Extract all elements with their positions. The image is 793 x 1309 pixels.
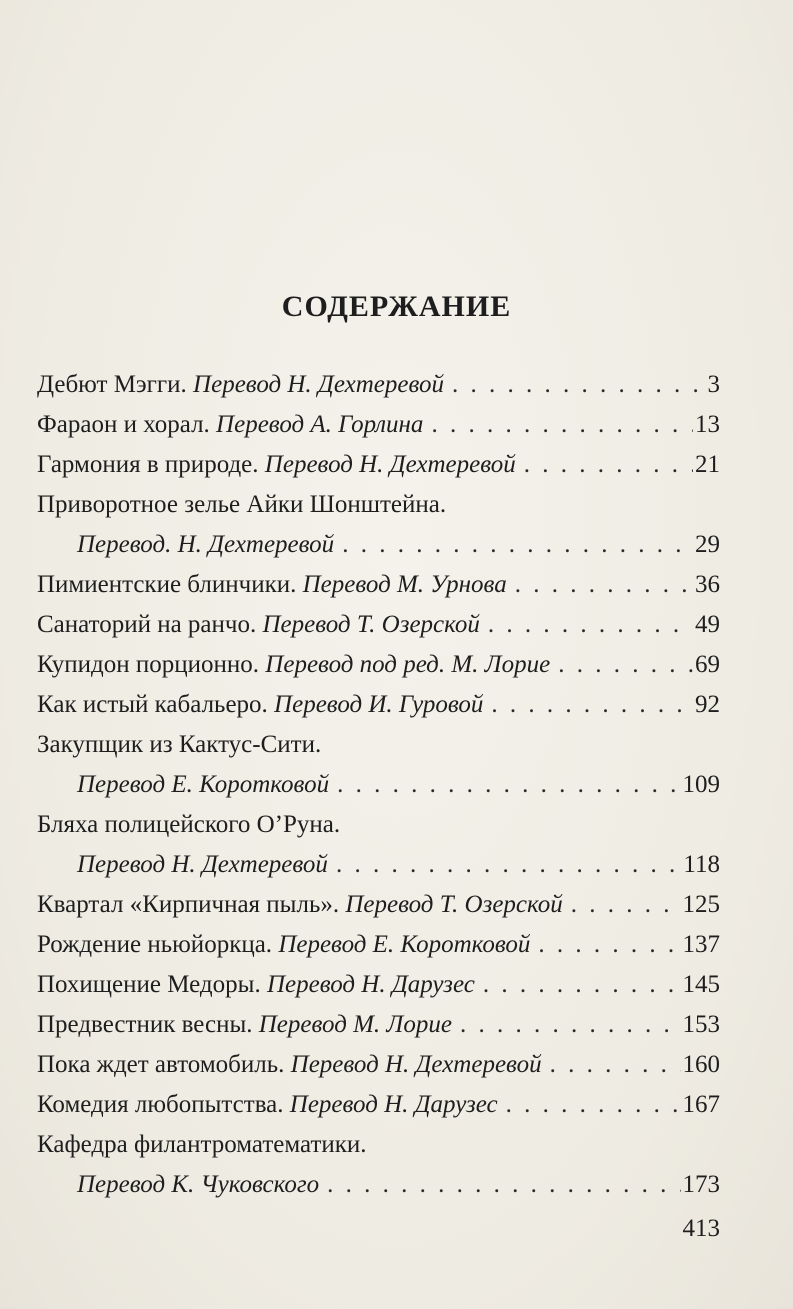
story-title: Гармония в природе.: [37, 451, 259, 478]
page-number: 153: [682, 1011, 720, 1038]
translator-credit: Перевод. Н. Дехтеревой: [77, 531, 335, 558]
toc-entry: [37, 405, 720, 445]
story-title: Приворотное зелье Айки Шонштейна.: [37, 491, 447, 518]
dot-leader: [506, 1085, 681, 1125]
translator-credit: Перевод Т. Озерской: [262, 611, 480, 638]
toc-entry: [37, 1085, 720, 1125]
story-title: Дебют Мэгги.: [37, 371, 187, 398]
translator-credit: Перевод Н. Дарузес: [289, 1091, 498, 1118]
toc-entry: [37, 645, 720, 685]
page-number: 69: [695, 651, 720, 678]
dot-leader: [336, 845, 681, 885]
toc-entry: [37, 605, 720, 645]
translator-credit: Перевод К. Чуковского: [77, 1171, 320, 1198]
page-number: 137: [682, 931, 720, 958]
story-title: Квартал «Кирпичная пыль».: [37, 891, 340, 918]
page-number: 160: [682, 1051, 720, 1078]
translator-credit: Перевод Е. Коротковой: [77, 771, 330, 798]
translator-credit: Перевод А. Горлина: [216, 411, 424, 438]
story-title: Бляха полицейского О’Руна.: [37, 811, 341, 838]
toc-entry: [37, 485, 720, 565]
dot-leader: [571, 885, 681, 925]
translator-credit: Перевод Н. Дехтеревой: [77, 851, 328, 878]
dot-leader: [524, 445, 693, 485]
dot-leader: [515, 565, 693, 605]
toc-entry: [37, 1125, 720, 1205]
toc-entry: [37, 885, 720, 925]
toc-entry: [37, 1045, 720, 1085]
page-number: 3: [707, 371, 720, 398]
page-number: 145: [682, 971, 720, 998]
translator-credit: Перевод Н. Дарузес: [266, 971, 475, 998]
story-title: Санаторий на ранчо.: [37, 611, 257, 638]
translator-credit: Перевод Н. Дехтеревой: [264, 451, 516, 478]
story-title: Закупщик из Кактус-Сити.: [37, 731, 322, 758]
translator-credit: Перевод Н. Дехтеревой: [290, 1051, 542, 1078]
toc-entry: [37, 565, 720, 605]
translator-credit: Перевод М. Лорие: [258, 1011, 452, 1038]
translator-credit: Перевод И. Гуровой: [274, 691, 484, 718]
dot-leader: [327, 1165, 680, 1205]
page-number: 49: [695, 611, 720, 638]
page-number: 29: [695, 531, 720, 558]
story-title: Предвестник весны.: [37, 1011, 253, 1038]
dot-leader: [558, 645, 693, 685]
page-number: 36: [695, 571, 720, 598]
story-title: Рождение ньюйоркца.: [37, 931, 273, 958]
story-title: Комедия любопытства.: [37, 1091, 284, 1118]
folio-page-number: 413: [682, 1215, 720, 1242]
story-title: Купидон порционно.: [37, 651, 260, 678]
toc-entry: [37, 445, 720, 485]
page-number: 109: [682, 771, 720, 798]
toc-entry: [37, 1005, 720, 1045]
page-number: 167: [682, 1091, 720, 1118]
translator-credit: Перевод Е. Коротковой: [278, 931, 531, 958]
toc-entry: [37, 925, 720, 965]
dot-leader: [491, 685, 693, 725]
page-number: 92: [695, 691, 720, 718]
translator-credit: Перевод Т. Озерской: [345, 891, 563, 918]
dot-leader: [452, 365, 706, 405]
story-title: Похищение Медоры.: [37, 971, 261, 998]
translator-credit: Перевод под ред. М. Лорие: [265, 651, 551, 678]
contents-heading: СОДЕРЖАНИЕ: [281, 290, 512, 323]
toc-entry: [37, 685, 720, 725]
dot-leader: [337, 765, 680, 805]
page-number: 13: [695, 411, 720, 438]
translator-credit: Перевод М. Урнова: [302, 571, 507, 598]
dot-leader: [460, 1005, 681, 1045]
dot-leader: [538, 925, 680, 965]
story-title: Пимиентские блинчики.: [37, 571, 297, 598]
page-number: 173: [682, 1171, 720, 1198]
toc-entry: [37, 725, 720, 805]
page-number: 118: [683, 851, 720, 878]
story-title: Пока ждет автомобиль.: [37, 1051, 285, 1078]
story-title: Кафедра филантроматематики.: [37, 1131, 367, 1158]
page-number: 21: [695, 451, 720, 478]
table-of-contents: [37, 365, 720, 1205]
toc-entry: [37, 805, 720, 885]
page-number: 125: [682, 891, 720, 918]
toc-entry: [37, 365, 720, 405]
translator-credit: Перевод Н. Дехтеревой: [193, 371, 444, 398]
dot-leader: [342, 525, 693, 565]
dot-leader: [483, 965, 681, 1005]
dot-leader: [431, 405, 693, 445]
story-title: Как истый кабальеро.: [37, 691, 268, 718]
dot-leader: [488, 605, 693, 645]
dot-leader: [550, 1045, 681, 1085]
toc-entry: [37, 965, 720, 1005]
story-title: Фараон и хорал.: [37, 411, 210, 438]
